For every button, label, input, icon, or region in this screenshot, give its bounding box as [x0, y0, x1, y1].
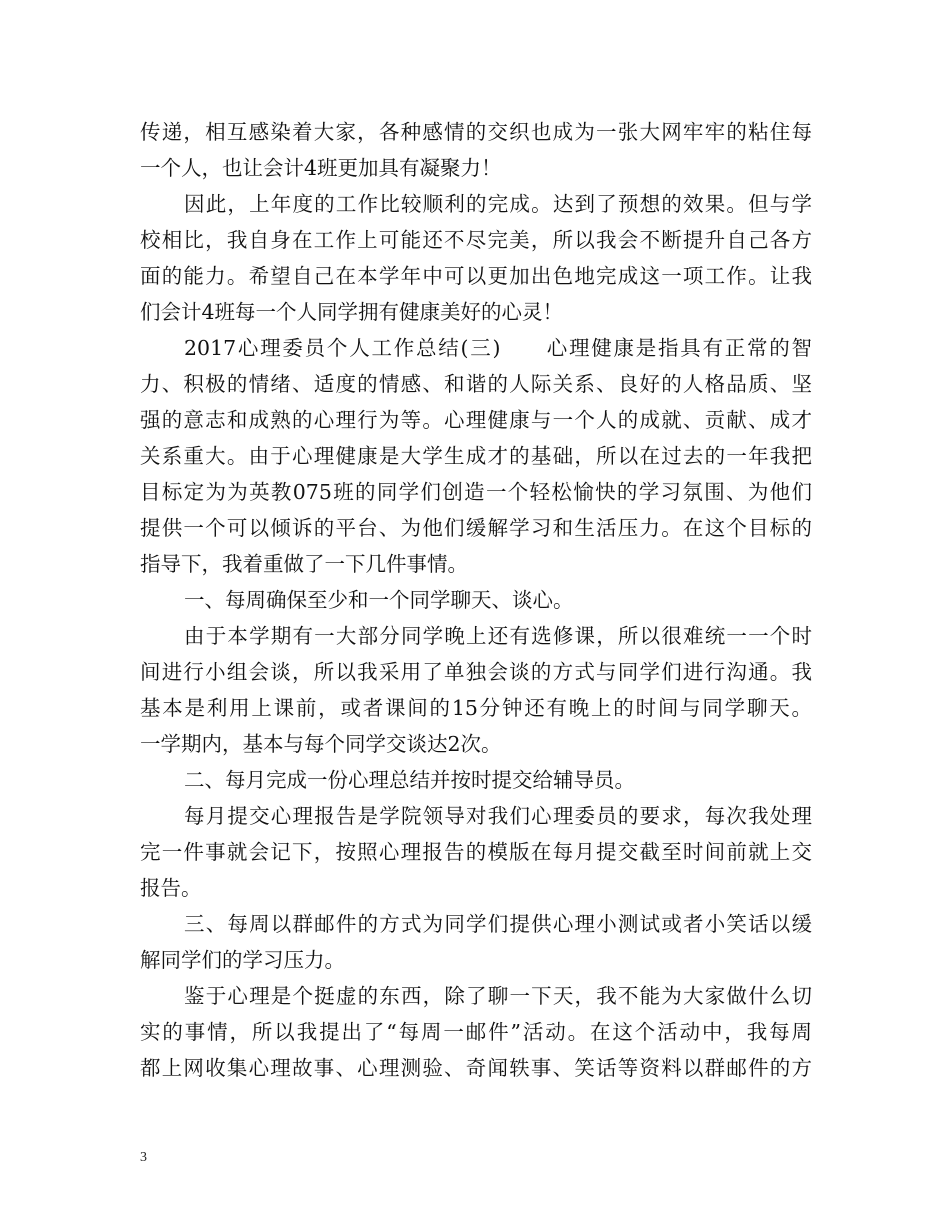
text-line: 基本是利用上课前，或者课间的15分钟还有晚上的时间与同学聊天。 [140, 696, 812, 720]
body-text [140, 114, 812, 1086]
text-line: 间进行小组会谈，所以我采用了单独会谈的方式与同学们进行沟通。我 [140, 660, 812, 684]
text-line: 一、每周确保至少和一个同学聊天、谈心。 [184, 588, 574, 612]
text-line: 完一件事就会记下，按照心理报告的模版在每月提交截至时间前就上交 [140, 840, 812, 864]
text-line: 们会计4班每一个人同学拥有健康美好的心灵！ [140, 300, 564, 324]
text-line: 都上网收集心理故事、心理测验、奇闻轶事、笑话等资料以群邮件的方 [140, 1056, 812, 1080]
text-line: 因此，上年度的工作比较顺利的完成。达到了预想的效果。但与学 [184, 192, 812, 216]
text-line: 面的能力。希望自己在本学年中可以更加出色地完成这一项工作。让我 [140, 264, 812, 288]
text-line: 提供一个可以倾诉的平台、为他们缓解学习和生活压力。在这个目标的 [140, 516, 812, 540]
text-line: 校相比，我自身在工作上可能还不尽完美，所以我会不断提升自己各方 [140, 228, 812, 252]
text-line: 报告。 [140, 876, 202, 900]
text-line: 一学期内，基本与每个同学交谈达2次。 [140, 732, 502, 756]
text-line: 实的事情，所以我提出了“每周一邮件”活动。在这个活动中，我每周 [140, 1020, 812, 1044]
text-line: 鉴于心理是个挺虚的东西，除了聊一下天，我不能为大家做什么切 [184, 984, 812, 1008]
text-line: 强的意志和成熟的心理行为等。心理健康与一个人的成就、贡献、成才 [140, 408, 812, 432]
text-line: 力、积极的情绪、适度的情感、和谐的人际关系、良好的人格品质、坚 [140, 372, 812, 396]
text-line: 传递，相互感染着大家，各种感情的交织也成为一张大网牢牢的粘住每 [140, 120, 812, 144]
text-line: 每月提交心理报告是学院领导对我们心理委员的要求，每次我处理 [184, 804, 812, 828]
text-line: 一个人，也让会计4班更加具有凝聚力！ [140, 156, 502, 180]
text-line: 2017心理委员个人工作总结(三) 心理健康是指具有正常的智 [184, 336, 812, 360]
text-line: 解同学们的学习压力。 [140, 948, 345, 972]
text-line: 目标定为为英教075班的同学们创造一个轻松愉快的学习氛围、为他们 [140, 480, 812, 504]
text-line: 指导下，我着重做了一下几件事情。 [140, 552, 468, 576]
text-line: 二、每月完成一份心理总结并按时提交给辅导员。 [184, 768, 635, 792]
text-line: 三、每周以群邮件的方式为同学们提供心理小测试或者小笑话以缓 [184, 912, 812, 936]
page-number: 3 [140, 1150, 147, 1165]
text-line: 关系重大。由于心理健康是大学生成才的基础，所以在过去的一年我把 [140, 444, 812, 468]
text-line: 由于本学期有一大部分同学晚上还有选修课，所以很难统一一个时 [184, 624, 812, 648]
